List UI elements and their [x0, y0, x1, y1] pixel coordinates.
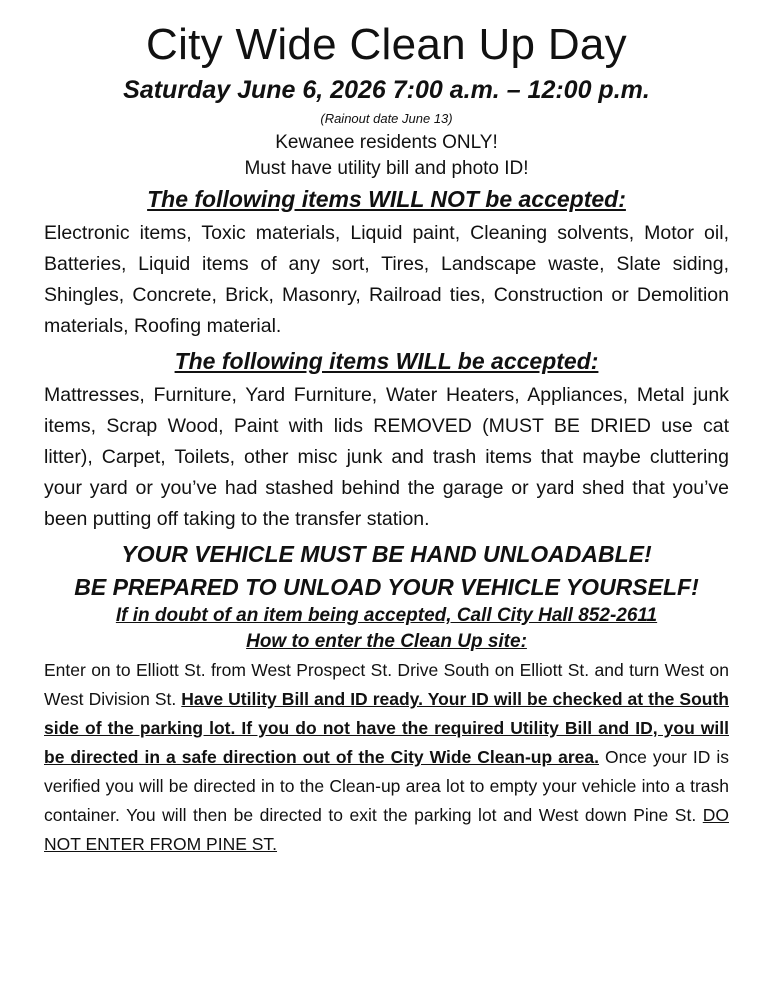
id-required-notice: Must have utility bill and photo ID! — [244, 158, 529, 179]
rainout-date: (Rainout date June 13) — [320, 111, 453, 126]
accepted-heading: The following items WILL be accepted: — [174, 348, 599, 374]
directions-text — [44, 656, 729, 859]
unload-yourself-warning: BE PREPARED TO UNLOAD YOUR VEHICLE YOURSELF! — [74, 574, 699, 600]
not-accepted-list: Electronic items, Toxic materials, Liquid paint, Cleaning solvents, Motor oil, Batteries, Liquid items of any sort, Tires, Landscape waste, Slate siding, Shingles, Concrete, Brick, Masonry, Railroad ties, Construction or Demolition materials, Roofing material. — [44, 222, 729, 337]
hand-unloadable-warning: YOUR VEHICLE MUST BE HAND UNLOADABLE! — [121, 541, 652, 567]
directions-part-3: Once your ID is verified you will be directed in to the Clean-up area lot to empty your vehicle into a trash container. You will then be directed to exit the parking lot and West down Pine St. — [44, 747, 729, 825]
directions-heading: How to enter the Clean Up site: — [246, 631, 527, 652]
residents-only-notice: Kewanee residents ONLY! — [275, 132, 498, 153]
not-accepted-heading: The following items WILL NOT be accepted: — [147, 186, 626, 212]
directions-id-warning: Have Utility Bill and ID ready. Your ID will be checked at the South side of the parking lot. If you do not have the required Utility Bill and ID, you will be directed in a safe direction out of the City Wide Clean-up area. — [44, 689, 729, 767]
flyer-title: City Wide Clean Up Day — [146, 20, 627, 69]
directions-part-1: Enter on to Elliott St. from West Prospect St. Drive South on Elliott St. and turn West on West Division St. — [44, 660, 729, 709]
do-not-enter-warning: DO NOT ENTER FROM PINE ST. — [44, 805, 729, 854]
doubt-call-line: If in doubt of an item being accepted, Call City Hall 852-2611 — [115, 605, 658, 626]
event-datetime: Saturday June 6, 2026 7:00 a.m. – 12:00 p.m. — [123, 76, 650, 104]
accepted-list: Mattresses, Furniture, Yard Furniture, Water Heaters, Appliances, Metal junk items, Scrap Wood, Paint with lids REMOVED (MUST BE DRIED use cat litter), Carpet, Toilets, other misc junk and trash items that maybe cluttering your yard or you’ve had stashed behind the garage or yard shed that you’ve been putting off taking to the transfer station. — [44, 384, 729, 530]
